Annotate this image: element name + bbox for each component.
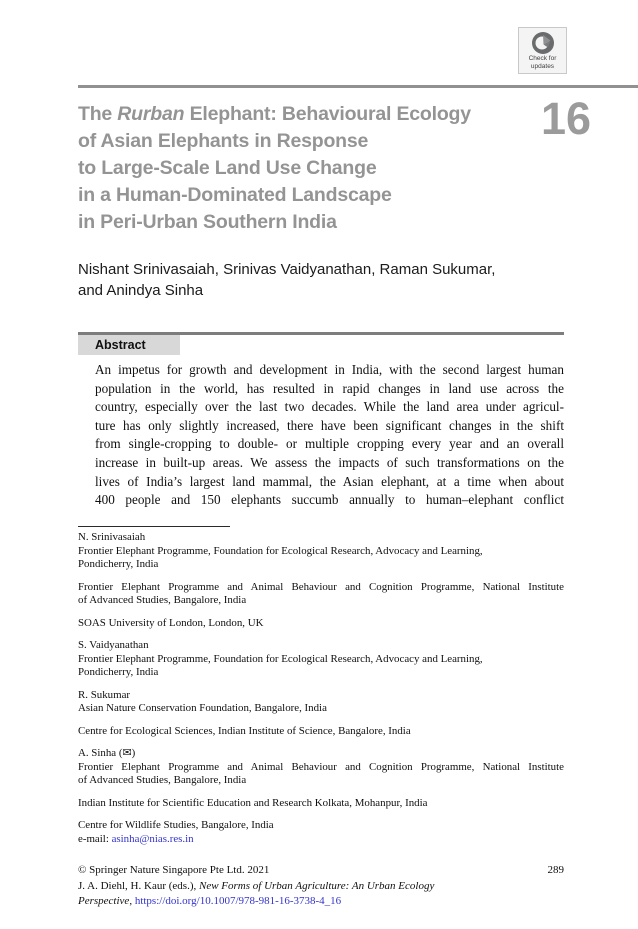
badge-label-line2: updates bbox=[530, 62, 555, 70]
editors-text: J. A. Diehl, H. Kaur (eds.), bbox=[78, 879, 199, 892]
footnote-separator bbox=[78, 526, 230, 527]
footnote-group bbox=[78, 617, 564, 631]
authors-block bbox=[78, 259, 564, 301]
footnote-line: Pondicherry, India bbox=[78, 666, 159, 678]
abstract-line: increase in built-up areas. We assess the impacts of such transformations on the bbox=[95, 454, 564, 470]
footnote-group bbox=[78, 639, 564, 680]
title-line-4: in a Human-Dominated Landscape bbox=[78, 184, 392, 206]
check-for-updates-badge[interactable] bbox=[518, 27, 567, 74]
book-title-part-2: Perspective bbox=[78, 895, 130, 908]
abstract-line: lives of India’s largest land mammal, the Asian elephant, at a time when about bbox=[95, 473, 564, 489]
footer-citation-line-1 bbox=[78, 879, 564, 895]
badge-label bbox=[519, 55, 566, 70]
footnote-line: Frontier Elephant Programme, Foundation for Ecological Research, Advocacy and Learning, bbox=[78, 652, 483, 665]
footnote-line: Asian Nature Conservation Foundation, Bangalore, India bbox=[78, 702, 327, 714]
chapter-title bbox=[78, 101, 558, 236]
footnote-group bbox=[78, 797, 564, 811]
book-title-part-1: New Forms of Urban Agriculture: An Urban Ecology bbox=[198, 879, 435, 892]
title-line-3: to Large-Scale Land Use Change bbox=[78, 157, 377, 179]
abstract-text bbox=[95, 361, 564, 510]
doi-link[interactable]: https://doi.org/10.1007/978-981-16-3738-4_16 bbox=[134, 895, 342, 908]
title-line-5: in Peri-Urban Southern India bbox=[78, 211, 337, 233]
abstract-line: 400 people and 150 elephants succumb annually to human–elephant conflict bbox=[95, 492, 564, 508]
authors-line-2: and Anindya Sinha bbox=[78, 282, 204, 299]
copyright-text: © Springer Nature Singapore Pte Ltd. 2021 bbox=[78, 864, 270, 876]
footnote-group bbox=[78, 531, 564, 572]
footer-citation-line-2 bbox=[78, 894, 564, 910]
footnote-line: of Advanced Studies, Bangalore, India bbox=[78, 594, 247, 606]
authors-line-1: Nishant Srinivasaiah, Srinivas Vaidyanathan, Raman Sukumar, bbox=[78, 261, 496, 278]
abstract-line: country, especially over the last two decades. While the land area under agricul- bbox=[95, 399, 564, 415]
abstract-line: population in the world, has resulted in rapid changes in land use across the bbox=[95, 380, 564, 396]
footnote-line: SOAS University of London, London, UK bbox=[78, 616, 264, 629]
page-number: 289 bbox=[547, 864, 564, 876]
footer bbox=[78, 863, 564, 910]
footnote-group bbox=[78, 747, 564, 788]
title-text: The bbox=[78, 103, 118, 125]
footnote-line: A. Sinha (✉) bbox=[78, 747, 136, 759]
footnote-line: Centre for Wildlife Studies, Bangalore, India bbox=[78, 819, 274, 831]
title-line-2: of Asian Elephants in Response bbox=[78, 130, 369, 152]
crossmark-icon bbox=[531, 31, 555, 55]
abstract-line: An impetus for growth and development in India, with the second largest human bbox=[95, 362, 564, 377]
badge-label-line1: Check for bbox=[528, 55, 557, 62]
title-text: Elephant: Behavioural Ecology bbox=[184, 103, 471, 125]
header-rule bbox=[78, 85, 638, 88]
chapter-number: 16 bbox=[541, 93, 592, 144]
footnote-line: Frontier Elephant Programme and Animal Behaviour and Cognition Programme, National Institute bbox=[78, 760, 564, 773]
email-link[interactable]: asinha@nias.res.in bbox=[111, 832, 194, 845]
footnote-line: of Advanced Studies, Bangalore, India bbox=[78, 774, 247, 786]
footnote-line: Pondicherry, India bbox=[78, 558, 159, 570]
footnote-line: R. Sukumar bbox=[78, 688, 131, 701]
footnote-group bbox=[78, 581, 564, 608]
abstract-line: from single-cropping to double- or multiple cropping every year and an overall bbox=[95, 436, 564, 452]
footnote-line: Indian Institute for Scientific Education and Research Kolkata, Mohanpur, India bbox=[78, 796, 428, 809]
footnote-group bbox=[78, 689, 564, 716]
footnote-group bbox=[78, 725, 564, 739]
title-line-1 bbox=[78, 101, 558, 128]
footnote-line: Centre for Ecological Sciences, Indian Institute of Science, Bangalore, India bbox=[78, 724, 411, 737]
footnote-line: Frontier Elephant Programme and Animal Behaviour and Cognition Programme, National Institute bbox=[78, 580, 564, 593]
footer-line-1 bbox=[78, 863, 564, 879]
footnote-line: S. Vaidyanathan bbox=[78, 639, 149, 651]
footnote-group bbox=[78, 819, 564, 846]
footnote-line: N. Srinivasaiah bbox=[78, 531, 146, 543]
title-italic-word: Rurban bbox=[117, 103, 185, 125]
footnote-line: e-mail: asinha@nias.res.in bbox=[78, 832, 194, 845]
abstract-heading: Abstract bbox=[78, 335, 180, 355]
footnote-line: Frontier Elephant Programme, Foundation for Ecological Research, Advocacy and Learning, bbox=[78, 544, 483, 557]
abstract-line: ture has only slightly increased, there have been significant changes in the shift bbox=[95, 417, 564, 433]
citation-comma: , bbox=[129, 895, 135, 908]
footnotes bbox=[78, 531, 564, 855]
